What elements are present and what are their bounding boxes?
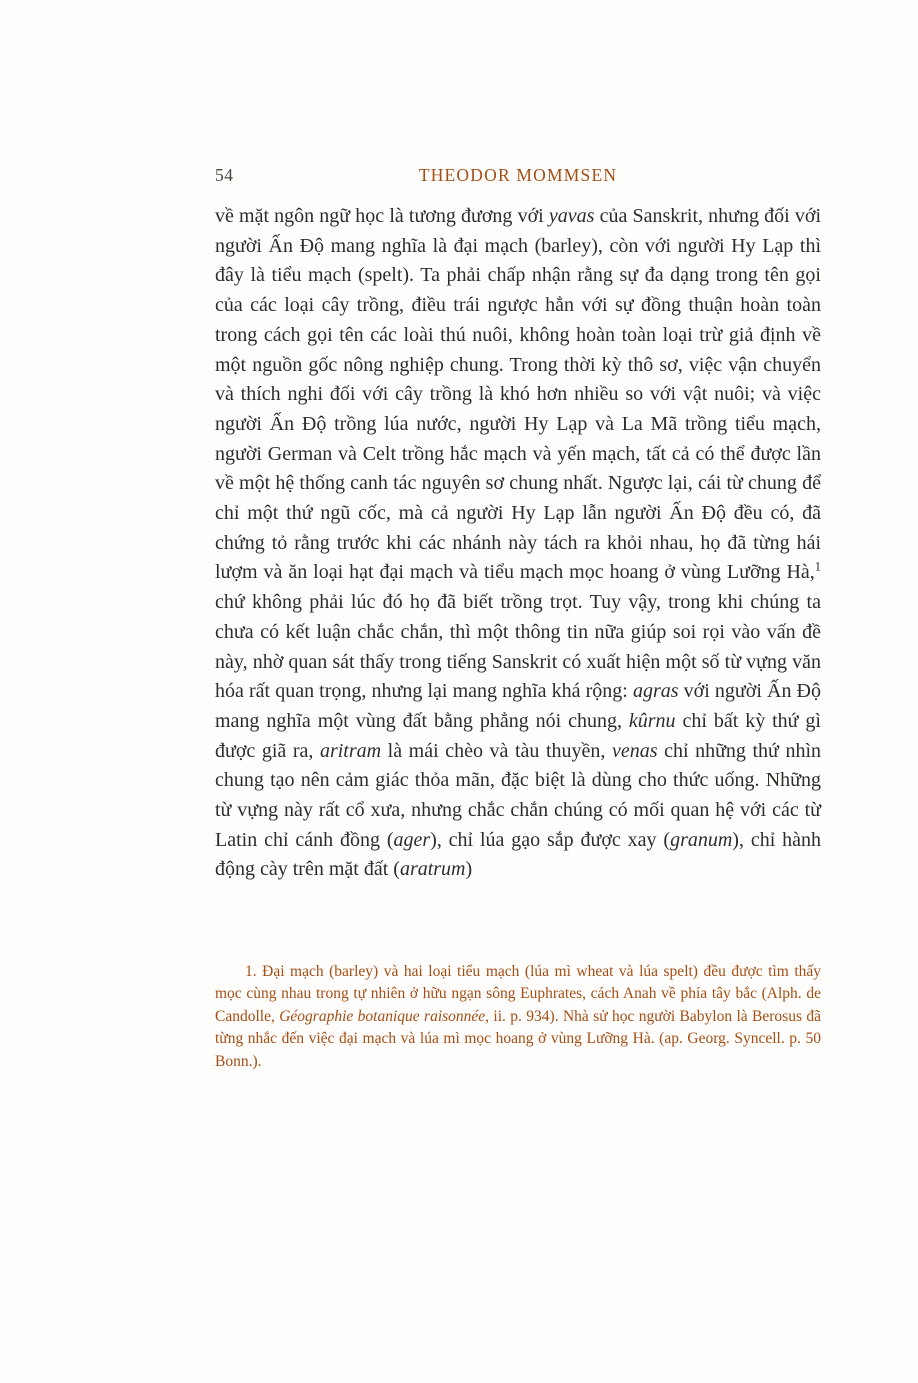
running-title: THEODOR MOMMSEN (418, 165, 618, 185)
page-header (215, 165, 821, 187)
body-paragraph: về mặt ngôn ngữ học là tương đương với yavas của Sanskrit, nhưng đối với người Ấn Độ mang nghĩa là đại mạch (barley), còn với người Hy Lạp thì đây là tiểu mạch (spelt). Ta phải chấp nhận rằng sự đa dạng trong tên gọi của các loại cây trồng, điều trái ngược hẳn với sự đồng thuận hoàn toàn trong cách gọi tên các loài thú nuôi, không hoàn toàn loại trừ giả định về một nguồn gốc nông nghiệp chung. Trong thời kỳ thô sơ, việc vận chuyển và thích nghi đối với cây trồng là khó hơn nhiều so với vật nuôi; và việc người Ấn Độ trồng lúa nước, người Hy Lạp và La Mã trồng tiểu mạch, người German và Celt trồng hắc mạch và yến mạch, tất cả có thể được lần về một hệ thống canh tác nguyên sơ chung nhất. Ngược lại, cái từ chung để chỉ một thứ ngũ cốc, mà cả người Hy Lạp lẫn người Ấn Độ đều có, đã chứng tỏ rằng trước khi các nhánh này tách ra khỏi nhau, họ đã từng hái lượm và ăn loại hạt đại mạch và tiểu mạch mọc hoang ở vùng Lưỡng Hà,$^1$ chứ không phải lúc đó họ đã biết trồng trọt. Tuy vậy, trong khi chúng ta chưa có kết luận chắc chắn, thì một thông tin nữa giúp soi rọi vào vấn đề này, nhờ quan sát thấy trong tiếng Sanskrit có xuất hiện một số từ vựng văn hóa rất quan trọng, nhưng lại mang nghĩa khá rộng: agras với người Ấn Độ mang nghĩa một vùng đất bằng phẳng nói chung, kûrnu chỉ bất kỳ thứ gì được giã ra, aritram là mái chèo và tàu thuyền, venas chỉ những thứ nhìn chung tạo nên cảm giác thỏa mãn, đặc biệt là dùng cho thức uống. Những từ vựng này rất cổ xưa, nhưng chắc chắn chúng có mối quan hệ với các từ Latin chỉ cánh đồng (ager), chỉ lúa gạo sắp được xay (granum), chỉ hành động cày trên mặt đất (aratrum) (215, 205, 822, 881)
footnote: 1. Đại mạch (barley) và hai loại tiểu mạch (lúa mì wheat và lúa spelt) đều được tìm thấy mọc cùng nhau trong tự nhiên ở hữu ngạn sông Euphrates, cách Anah về phía tây bắc (Alph. de Candolle, Géographie botanique raisonnée, ii. p. 934). Nhà sử học người Babylon là Berosus đã từng nhắc đến việc đại mạch và lúa mì mọc hoang ở vùng Lưỡng Hà. (ap. Georg. Syncell. p. 50 Bonn.). (215, 963, 821, 1070)
page-number: 54 (215, 165, 234, 185)
